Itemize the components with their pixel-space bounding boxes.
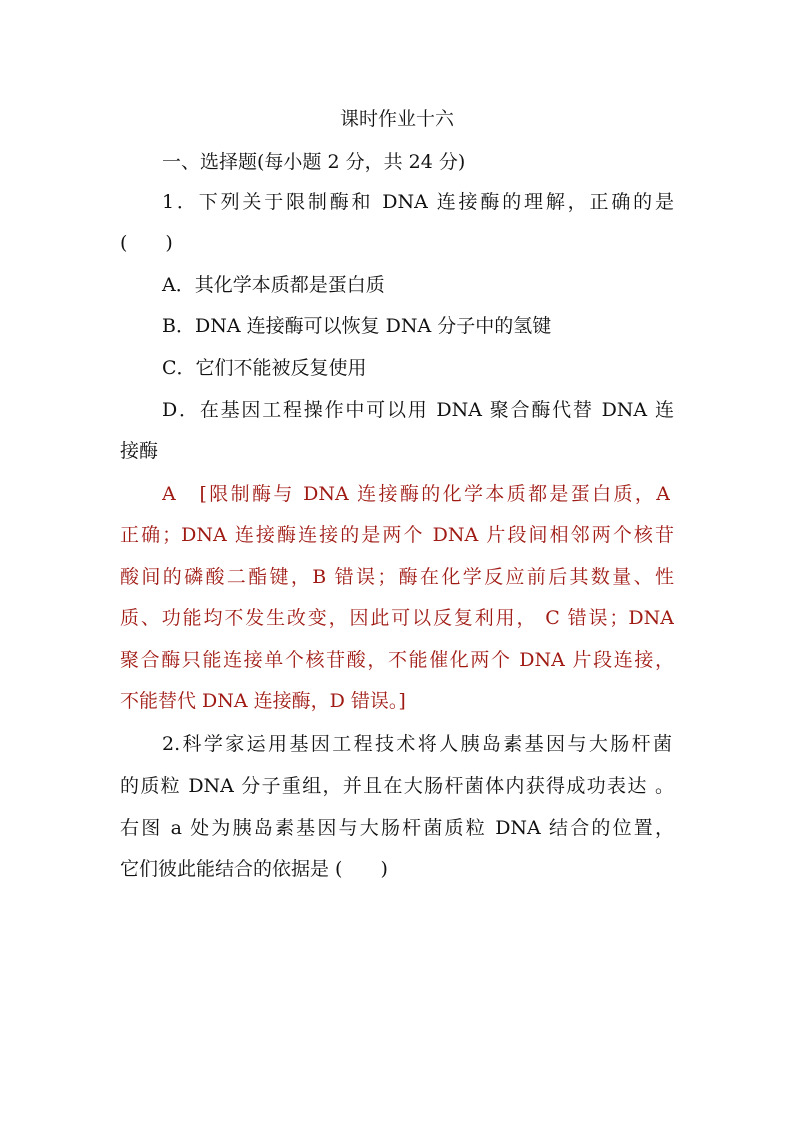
question-2-line-3: 右图 a 处为胰岛素基因与大肠杆菌质粒 DNA 结合的位置，: [120, 817, 674, 839]
question-2-line-2: 的质粒 DNA 分子重组，并且在大肠杆菌体内获得成功表达 。: [120, 775, 674, 797]
answer-line-5: 聚合酶只能连接单个核苷酸，不能催化两个 DNA 片段连接，: [120, 649, 674, 671]
answer-line-6: 不能替代 DNA 连接酶，D 错误。]: [120, 690, 406, 712]
answer-line-2: 正确；DNA 连接酶连接的是两个 DNA 片段间相邻两个核苷: [120, 524, 674, 546]
question-2-line-1: 2.科学家运用基因工程技术将人胰岛素基因与大肠杆菌: [162, 733, 672, 755]
answer-line-4: 质、功能均不发生改变，因此可以反复利用， C 错误；DNA: [120, 607, 674, 629]
question-1-option-c: C．它们不能被反复使用: [162, 357, 367, 379]
question-1-option-d: D．在基因工程操作中可以用 DNA 聚合酶代替 DNA 连: [162, 399, 674, 421]
page-title: 课时作业十六: [339, 108, 454, 130]
question-1-option-b: B．DNA 连接酶可以恢复 DNA 分子中的氢键: [162, 315, 552, 337]
section-heading: 一、选择题(每小题 2 分，共 24 分): [162, 151, 466, 173]
question-1-option-d-continued: 接酶: [120, 440, 159, 462]
answer-line-3: 酸间的磷酸二酯键，B 错误；酶在化学反应前后其数量、性: [120, 566, 674, 588]
question-2-line-4: 它们彼此能结合的依据是 ( ): [120, 858, 388, 880]
answer-line-1: A [限制酶与 DNA 连接酶的化学本质都是蛋白质，A: [162, 483, 670, 505]
question-1-option-a: A．其化学本质都是蛋白质: [162, 274, 385, 296]
question-1-stem: 1．下列关于限制酶和 DNA 连接酶的理解，正确的是: [162, 191, 674, 213]
question-1-bracket: ( ): [120, 232, 173, 254]
